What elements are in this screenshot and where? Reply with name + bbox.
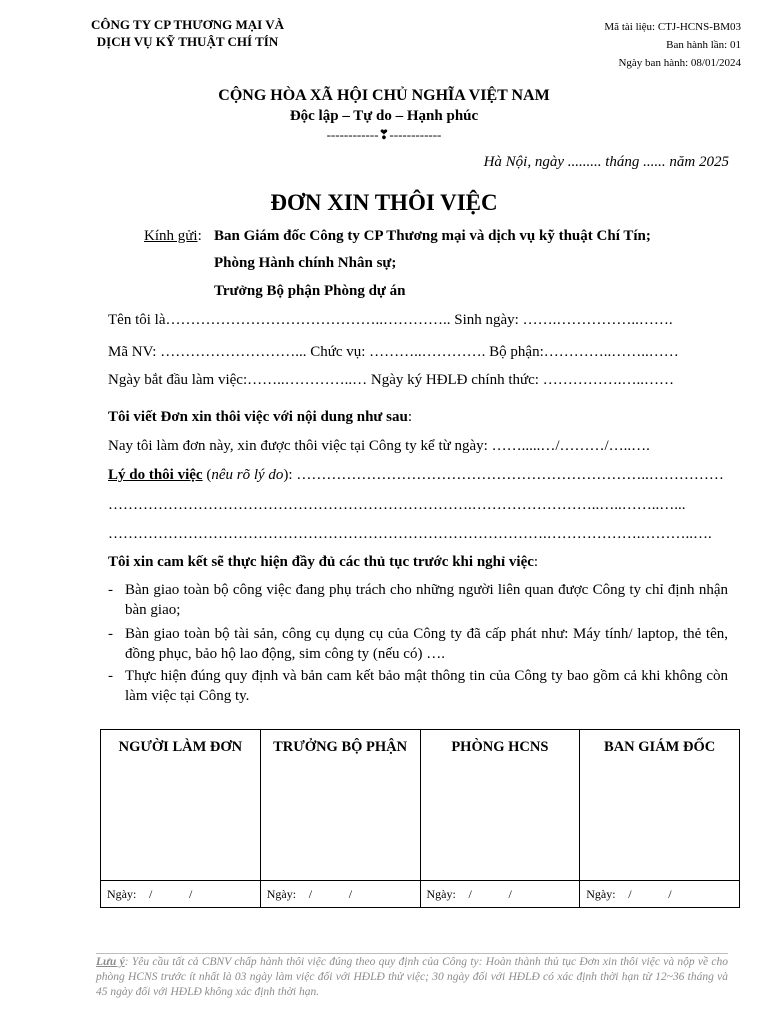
signature-cell-applicant <box>101 730 261 881</box>
commitment-item <box>108 666 728 706</box>
commitment-item-text: Bàn giao toàn bộ tài sản, công cụ dụng cụ của Công ty đã cấp phát như: Máy tính/ laptop, thẻ tên, đồng phục, bảo hộ lao động, sim công ty (nếu có) …. <box>125 626 728 662</box>
recipient-label-text: Kính gửi <box>144 228 198 244</box>
note-text: : Yêu cầu tất cả CBNV chấp hành thôi việc đúng theo quy định của Công ty: Hoàn thành thủ tục Đơn xin thôi việc và nộp về cho phòng HCNS trước ít nhất là 03 ngày làm việc đối với HĐLĐ thử việc; 30 ngày đối với HĐLĐ có xác định thời hạn từ 12~36 tháng và 45 ngày đối với HĐLĐ không xác định thời hạn. <box>96 956 729 998</box>
date-label: Ngày: <box>426 886 456 901</box>
bullet-dash: - <box>108 668 113 684</box>
national-motto: Độc lập – Tự do – Hạnh phúc <box>289 108 479 124</box>
revision: Ban hành lần: 01 <box>666 39 741 51</box>
date-label: Ngày: <box>586 886 616 901</box>
signature-cell-board <box>580 730 740 881</box>
reason-dots-line-3: …………………………………………………………………………….……………….………..…. <box>108 526 712 542</box>
bullet-dash: - <box>108 582 113 598</box>
commitment-item-text: Thực hiện đúng quy định và bản cam kết bảo mật thông tin của Công ty bao gồm cả khi không còn làm việc tại Công ty. <box>125 668 728 704</box>
signature-cell-dept-head <box>260 730 420 881</box>
recipient-label <box>144 226 202 246</box>
content-heading <box>108 407 412 427</box>
content-heading-text: Tôi viết Đơn xin thôi việc với nội dung như sau <box>108 409 408 425</box>
company-name-line2: DỊCH VỤ KỸ THUẬT CHÍ TÍN <box>96 34 279 49</box>
signature-cell-hr <box>420 730 580 881</box>
commitment-heading <box>108 552 538 572</box>
signature-date <box>260 881 420 908</box>
recipient-line-2: Phòng Hành chính Nhân sự; <box>214 255 397 271</box>
national-title: CỘNG HÒA XÃ HỘI CHỦ NGHĨA VIỆT NAM <box>218 87 550 104</box>
bullet-dash: - <box>108 626 113 642</box>
reason-dots-line-2: ……………………………………………………………….……………………..…..……..…... <box>108 497 686 513</box>
field-start-contract-date: Ngày bắt đầu làm việc:……..…………..… Ngày ký HĐLĐ chính thức: …………….…..…… <box>108 372 674 388</box>
signature-date <box>420 881 580 908</box>
ornament-divider: ------------❣------------ <box>326 127 442 142</box>
reason-dots: ): ……………………………………………………………..…………… <box>283 467 724 483</box>
place-date: Hà Nội, ngày ......... tháng ...... năm 2025 <box>483 154 729 170</box>
signature-header: NGƯỜI LÀM ĐƠN <box>118 739 243 755</box>
recipient-line-1: Ban Giám đốc Công ty CP Thương mại và dịch vụ kỹ thuật Chí Tín; <box>214 228 651 244</box>
company-name-line1: CÔNG TY CP THƯƠNG MẠI VÀ <box>91 17 284 32</box>
commitment-heading-text: Tôi xin cam kết sẽ thực hiện đầy đủ các thủ tục trước khi nghỉ việc <box>108 554 534 570</box>
date-label: Ngày: <box>107 886 137 901</box>
reason-label: Lý do thôi việc <box>108 467 203 483</box>
commitment-item <box>108 580 728 620</box>
signature-header: PHÒNG HCNS <box>451 739 549 755</box>
date-separator: / <box>149 886 153 901</box>
commitment-item <box>108 624 728 664</box>
doc-code: Mã tài liệu: CTJ-HCNS-BM03 <box>604 21 741 33</box>
commitment-heading-colon: : <box>533 554 539 570</box>
date-separator: / <box>668 886 672 901</box>
date-separator: / <box>308 886 313 901</box>
document-title: ĐƠN XIN THÔI VIỆC <box>270 190 498 215</box>
signature-date <box>101 881 261 908</box>
note-label: Lưu ý <box>96 956 125 968</box>
date-separator: / <box>189 886 193 901</box>
signature-table <box>100 729 740 908</box>
signature-header: BAN GIÁM ĐỐC <box>604 739 716 755</box>
reason-line: Lý do thôi việc (nêu rõ lý do): ……………………………………………………………..…………… <box>108 467 724 483</box>
date-separator: / <box>508 886 512 901</box>
date-separator: / <box>348 886 353 901</box>
issue-date: Ngày ban hành: 08/01/2024 <box>618 57 741 69</box>
reason-hint: nêu rõ lý do <box>211 467 284 483</box>
date-separator: / <box>468 886 472 901</box>
field-id-position-dept: Mã NV: ………………………... Chức vụ: ………..…………. Bộ phận:…………..……..…… <box>108 344 679 360</box>
footnote <box>96 955 728 1000</box>
recipient-line-3: Trưởng Bộ phận Phòng dự án <box>214 283 406 299</box>
document-meta <box>604 18 741 72</box>
recipient-colon: : <box>197 228 202 244</box>
company-name <box>60 16 315 50</box>
note-divider <box>96 953 728 954</box>
commitment-item-text: Bàn giao toàn bộ công việc đang phụ trách cho những người liên quan được Công ty chỉ định nhận bàn giao; <box>125 582 728 618</box>
date-separator: / <box>628 886 632 901</box>
resignation-request: Nay tôi làm đơn này, xin được thôi việc tại Công ty kể từ ngày: …….....…/………/…..…. <box>108 438 650 454</box>
field-name-birthdate: Tên tôi là……………………………………..………….. Sinh ngày: …….……………..……. <box>108 312 673 328</box>
content-heading-colon: : <box>407 409 413 425</box>
signature-header: TRƯỞNG BỘ PHẬN <box>273 739 408 755</box>
signature-date <box>580 881 740 908</box>
date-label: Ngày: <box>266 886 297 901</box>
